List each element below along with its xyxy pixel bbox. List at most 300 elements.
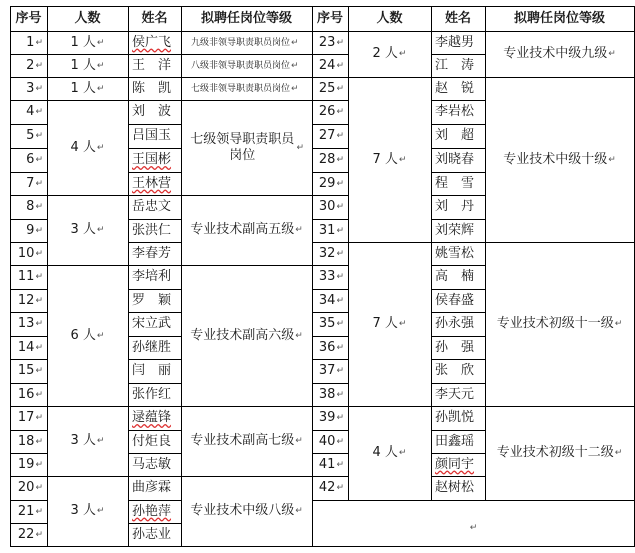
paragraph-mark-icon: ↵ [35, 131, 43, 141]
count-cell-text: 7 人 [372, 316, 398, 331]
seq-cell [312, 77, 348, 100]
name-cell [431, 124, 485, 148]
name-cell [431, 195, 485, 219]
position-cell-text: 专业技术初级十一级 [496, 316, 614, 331]
paragraph-mark-icon: ↵ [336, 60, 344, 71]
name-cell [128, 77, 181, 100]
name-cell [128, 359, 181, 383]
grid-line [181, 476, 313, 477]
name-cell [431, 148, 485, 172]
grid-line [47, 476, 129, 477]
name-cell-text: 马志敏 [132, 456, 172, 472]
seq-cell [10, 195, 47, 219]
seq-cell [10, 124, 47, 148]
name-cell [431, 476, 485, 500]
count-cell [47, 100, 128, 195]
grid-line [128, 242, 182, 243]
name-cell [431, 453, 485, 476]
seq-cell [312, 359, 348, 383]
name-cell-text: 李天元 [435, 386, 475, 402]
count-cell-text: 4 人 [372, 445, 398, 460]
seq-cell [10, 383, 47, 406]
grid-line [10, 265, 48, 266]
grid-line [348, 242, 432, 243]
seq-cell-text: 27 [318, 128, 336, 143]
grid-line [10, 77, 48, 78]
grid-line [431, 453, 486, 454]
name-cell-text: 张洪仁 [132, 222, 172, 238]
seq-cell [312, 148, 348, 172]
seq-cell-text: 33 [318, 269, 336, 284]
paragraph-mark-icon: ↵ [35, 272, 43, 282]
seq-cell [10, 289, 47, 312]
grid-line [431, 312, 486, 313]
grid-line [312, 148, 349, 149]
grid-line [431, 383, 486, 384]
name-cell-text: 赵 锐 [435, 80, 475, 96]
paragraph-mark-icon: ↵ [608, 49, 616, 59]
position-cell [181, 54, 312, 77]
seq-cell-text: 21 [17, 503, 35, 519]
grid-line [431, 6, 432, 501]
name-cell-text: 高 楠 [435, 269, 475, 284]
grid-line [348, 6, 349, 501]
name-cell-text: 姚雪松 [435, 245, 475, 261]
paragraph-mark-icon: ↵ [336, 225, 344, 236]
count-cell [348, 242, 431, 406]
grid-line [47, 100, 129, 101]
name-cell-text: 刘荣辉 [435, 222, 475, 238]
paragraph-mark-icon: ↵ [35, 413, 43, 423]
grid-line [431, 406, 486, 407]
grid-line [181, 406, 313, 407]
paragraph-mark-icon: ↵ [336, 366, 344, 376]
paragraph-mark-icon: ↵ [296, 142, 304, 153]
grid-line [128, 336, 182, 337]
paragraph-mark-icon: ↵ [35, 319, 43, 329]
paragraph-mark-icon: ↵ [336, 295, 344, 306]
paragraph-mark-icon: ↵ [35, 155, 43, 165]
seq-cell-text: 7 [26, 175, 35, 191]
grid-line [312, 100, 349, 101]
count-cell-text: 4 人 [70, 139, 96, 155]
paragraph-mark-icon: ↵ [336, 248, 344, 259]
seq-cell-text: 4 [26, 104, 35, 119]
seq-cell [312, 31, 348, 54]
seq-cell-text: 6 [26, 152, 35, 167]
seq-cell-text: 14 [17, 339, 35, 355]
name-cell-text: 田鑫瑶 [435, 433, 475, 449]
header-count-text: 人数 [376, 10, 403, 26]
grid-line [181, 100, 313, 101]
grid-line [10, 430, 48, 431]
seq-cell-text: 29 [318, 175, 336, 191]
name-cell [128, 430, 181, 453]
grid-line [10, 54, 48, 55]
name-cell [431, 265, 485, 289]
count-cell-text: 1 人 [70, 57, 96, 73]
grid-line [181, 77, 313, 78]
name-cell-text: 李越男 [435, 34, 475, 50]
header-name-text: 姓名 [444, 10, 471, 26]
grid-line [312, 406, 349, 407]
count-cell [348, 31, 431, 77]
name-cell [128, 406, 181, 430]
name-cell [128, 289, 181, 312]
header-count [348, 6, 431, 31]
seq-cell [10, 523, 47, 546]
paragraph-mark-icon: ↵ [336, 413, 344, 423]
grid-line [128, 312, 182, 313]
name-cell-text: 王林营 [132, 175, 172, 191]
grid-line [128, 289, 182, 290]
seq-cell [312, 124, 348, 148]
grid-line [10, 195, 48, 196]
seq-cell-text: 18 [17, 433, 35, 449]
grid-line [10, 500, 48, 501]
seq-cell-text: 15 [17, 363, 35, 378]
paragraph-mark-icon: ↵ [295, 330, 303, 341]
name-cell [128, 219, 181, 242]
position-cell [181, 31, 312, 54]
name-cell-text: 孙 强 [435, 339, 475, 355]
name-cell-text: 付炬良 [132, 433, 172, 449]
count-cell-text: 3 人 [70, 433, 96, 448]
grid-line [181, 195, 313, 196]
position-cell [485, 31, 634, 77]
seq-cell [312, 453, 348, 476]
grid-line [47, 265, 129, 266]
grid-line [181, 6, 182, 547]
seq-cell-text: 36 [318, 339, 336, 355]
grid-line [128, 500, 182, 501]
paragraph-mark-icon: ↵ [35, 459, 43, 470]
paragraph-mark-icon: ↵ [614, 319, 623, 329]
seq-cell-text: 17 [17, 410, 35, 425]
grid-line [10, 242, 48, 243]
name-cell-text: 王国彬 [132, 152, 172, 167]
grid-line [10, 476, 48, 477]
name-cell [431, 430, 485, 453]
name-cell [128, 54, 181, 77]
paragraph-mark-icon: ↵ [336, 178, 344, 189]
grid-line [312, 77, 349, 78]
position-cell-text: 专业技术副高六级 [190, 327, 295, 343]
name-cell [431, 383, 485, 406]
seq-cell [10, 100, 47, 124]
grid-line [431, 242, 486, 243]
name-cell [431, 312, 485, 336]
seq-cell [10, 219, 47, 242]
count-cell [47, 77, 128, 100]
paragraph-mark-icon: ↵ [35, 37, 43, 48]
name-cell [128, 124, 181, 148]
name-cell-text: 陈 凯 [132, 80, 172, 96]
grid-line [485, 6, 486, 501]
name-cell-text: 张作红 [132, 386, 172, 402]
grid-line [10, 219, 48, 220]
paragraph-mark-icon: ↵ [469, 523, 478, 533]
grid-line [485, 77, 635, 78]
grid-line [431, 148, 486, 149]
grid-line [431, 100, 486, 101]
seq-cell-text: 11 [17, 269, 35, 284]
paragraph-mark-icon: ↵ [35, 483, 43, 493]
grid-line [128, 453, 182, 454]
name-cell-text: 吕国玉 [132, 128, 172, 143]
grid-line [312, 289, 349, 290]
paragraph-mark-icon: ↵ [336, 436, 344, 447]
seq-cell [312, 195, 348, 219]
paragraph-mark-icon: ↵ [35, 506, 43, 517]
grid-line [10, 100, 48, 101]
paragraph-mark-icon: ↵ [35, 389, 43, 400]
grid-line [431, 172, 486, 173]
position-cell-text: 专业技术副高七级 [190, 433, 295, 448]
seq-cell [312, 336, 348, 359]
seq-cell-text: 5 [26, 128, 35, 143]
seq-cell-text: 41 [318, 456, 336, 472]
header-position [181, 6, 312, 31]
name-cell [431, 406, 485, 430]
name-cell-text: 孙继胜 [132, 339, 172, 355]
grid-line [431, 195, 486, 196]
header-count [47, 6, 128, 31]
position-cell [485, 242, 634, 406]
seq-cell [312, 265, 348, 289]
seq-cell [10, 453, 47, 476]
seq-cell-text: 35 [318, 316, 336, 331]
grid-line [312, 54, 349, 55]
paragraph-mark-icon: ↵ [336, 37, 344, 48]
count-cell [47, 406, 128, 476]
seq-cell-text: 38 [318, 386, 336, 402]
paragraph-mark-icon: ↵ [295, 506, 303, 516]
seq-cell-text: 22 [17, 526, 35, 542]
seq-cell-text: 8 [26, 199, 35, 214]
grid-line [312, 265, 349, 266]
name-cell [431, 359, 485, 383]
header-count-text: 人数 [74, 10, 101, 26]
name-cell-text: 刘 超 [435, 128, 475, 143]
header-position-text: 拟聘任岗位等级 [513, 10, 605, 26]
seq-cell-text: 40 [318, 433, 336, 449]
name-cell-text: 宋立武 [132, 316, 172, 331]
name-cell-text: 罗 颖 [132, 292, 172, 308]
position-cell [485, 406, 634, 500]
grid-line [10, 383, 48, 384]
paragraph-mark-icon: ↵ [398, 49, 407, 59]
paragraph-mark-icon: ↵ [35, 202, 43, 212]
paragraph-mark-icon: ↵ [291, 83, 299, 94]
grid-line [431, 430, 486, 431]
paragraph-mark-icon: ↵ [35, 342, 43, 353]
grid-line [312, 383, 349, 384]
seq-cell [10, 500, 47, 523]
seq-cell [312, 406, 348, 430]
seq-cell-text: 26 [318, 104, 336, 119]
seq-cell-text: 28 [318, 152, 336, 167]
paragraph-mark-icon: ↵ [336, 459, 344, 470]
seq-cell-text: 13 [17, 316, 35, 331]
paragraph-mark-icon: ↵ [35, 178, 43, 189]
grid-line [312, 500, 635, 501]
count-cell-text: 6 人 [70, 327, 96, 343]
seq-cell-text: 39 [318, 410, 336, 425]
name-cell-text: 岳忠文 [132, 199, 172, 214]
name-cell [431, 172, 485, 195]
grid-line [431, 476, 486, 477]
count-cell [47, 54, 128, 77]
grid-line [431, 54, 486, 55]
count-cell-text: 3 人 [70, 222, 96, 237]
name-cell [128, 523, 181, 546]
name-cell-text: 张 欣 [435, 363, 475, 378]
grid-line [128, 359, 182, 360]
count-cell [47, 265, 128, 406]
seq-cell [312, 54, 348, 77]
paragraph-mark-icon: ↵ [96, 330, 105, 341]
paragraph-mark-icon: ↵ [608, 154, 616, 165]
seq-cell [10, 172, 47, 195]
name-cell-text: 王 洋 [132, 57, 172, 73]
grid-line [10, 148, 48, 149]
header-name [128, 6, 181, 31]
name-cell-text: 颜同宇 [435, 456, 475, 472]
grid-line [128, 77, 182, 78]
grid-line [312, 195, 349, 196]
seq-cell-text: 24 [318, 57, 336, 73]
name-cell [431, 219, 485, 242]
seq-cell [10, 31, 47, 54]
position-cell [181, 476, 312, 546]
grid-line [128, 195, 182, 196]
grid-line [312, 6, 313, 547]
name-cell [128, 100, 181, 124]
name-cell-text: 孙志业 [132, 526, 172, 542]
grid-line [128, 219, 182, 220]
paragraph-mark-icon: ↵ [336, 107, 344, 117]
name-cell [128, 172, 181, 195]
seq-cell [10, 54, 47, 77]
paragraph-mark-icon: ↵ [398, 448, 407, 458]
position-cell-text: 八级非领导职责职员岗位 [191, 60, 291, 71]
grid-line [348, 77, 432, 78]
name-cell [128, 148, 181, 172]
position-cell-text: 专业技术副高五级 [190, 222, 295, 237]
paragraph-mark-icon: ↵ [295, 225, 303, 235]
name-cell [128, 31, 181, 54]
header-position-text: 拟聘任岗位等级 [200, 10, 292, 26]
grid-line [431, 336, 486, 337]
grid-line [128, 148, 182, 149]
name-cell-text: 侯春盛 [435, 292, 475, 308]
position-cell-text: 九级非领导职责职员岗位 [191, 37, 291, 48]
name-cell [431, 289, 485, 312]
count-cell [47, 195, 128, 265]
grid-line [47, 54, 129, 55]
count-cell-text: 1 人 [70, 34, 96, 50]
paragraph-mark-icon: ↵ [336, 389, 344, 400]
paragraph-mark-icon: ↵ [291, 37, 299, 48]
name-cell [128, 500, 181, 523]
grid-line [128, 476, 182, 477]
grid-line [10, 6, 635, 7]
seq-cell-text: 25 [318, 80, 336, 96]
header-seq [10, 6, 47, 31]
seq-cell [312, 100, 348, 124]
grid-line [10, 406, 48, 407]
name-cell [431, 242, 485, 265]
grid-line [10, 124, 48, 125]
seq-cell-text: 37 [318, 363, 336, 378]
grid-line [431, 289, 486, 290]
grid-line [431, 219, 486, 220]
name-cell [128, 242, 181, 265]
paragraph-mark-icon: ↵ [35, 248, 43, 259]
paragraph-mark-icon: ↵ [614, 448, 623, 458]
name-cell-text: 刘 波 [132, 104, 172, 119]
paragraph-mark-icon: ↵ [96, 436, 105, 446]
count-cell [348, 406, 431, 500]
grid-line [312, 312, 349, 313]
seq-cell-text: 34 [318, 292, 336, 308]
count-cell-text: 7 人 [372, 151, 398, 167]
position-cell-text: 专业技术中级九级 [503, 46, 608, 61]
empty-merged-cell [312, 500, 634, 546]
count-cell [47, 476, 128, 546]
paragraph-mark-icon: ↵ [398, 154, 407, 165]
grid-line [431, 124, 486, 125]
paragraph-mark-icon: ↵ [96, 225, 105, 235]
seq-cell [10, 265, 47, 289]
grid-line [312, 172, 349, 173]
grid-line [128, 54, 182, 55]
name-cell-text: 李春芳 [132, 245, 172, 261]
seq-cell [10, 148, 47, 172]
grid-line [128, 523, 182, 524]
seq-cell [10, 476, 47, 500]
name-cell-text: 孙艳萍 [132, 503, 172, 519]
grid-line [128, 430, 182, 431]
grid-line [128, 6, 129, 547]
seq-cell [10, 430, 47, 453]
position-cell [181, 265, 312, 406]
name-cell-text: 侯广飞 [132, 34, 172, 50]
seq-cell-text: 42 [318, 480, 336, 495]
seq-cell [10, 406, 47, 430]
name-cell [431, 336, 485, 359]
paragraph-mark-icon: ↵ [96, 506, 105, 516]
paragraph-mark-icon: ↵ [291, 60, 299, 71]
seq-cell-text: 9 [26, 222, 35, 238]
seq-cell-text: 19 [17, 456, 35, 472]
grid-line [431, 359, 486, 360]
count-cell-text: 2 人 [372, 46, 398, 61]
seq-cell [312, 242, 348, 265]
name-cell [128, 265, 181, 289]
seq-cell-text: 16 [17, 386, 35, 402]
name-cell-text: 李培利 [132, 269, 172, 284]
paragraph-mark-icon: ↵ [35, 60, 43, 71]
count-cell-text: 3 人 [70, 503, 96, 518]
paragraph-mark-icon: ↵ [35, 225, 43, 236]
paragraph-mark-icon: ↵ [336, 202, 344, 212]
position-cell-text: 专业技术中级十级 [503, 151, 608, 167]
seq-cell [312, 312, 348, 336]
seq-cell-text: 23 [318, 34, 336, 50]
grid-line [312, 336, 349, 337]
